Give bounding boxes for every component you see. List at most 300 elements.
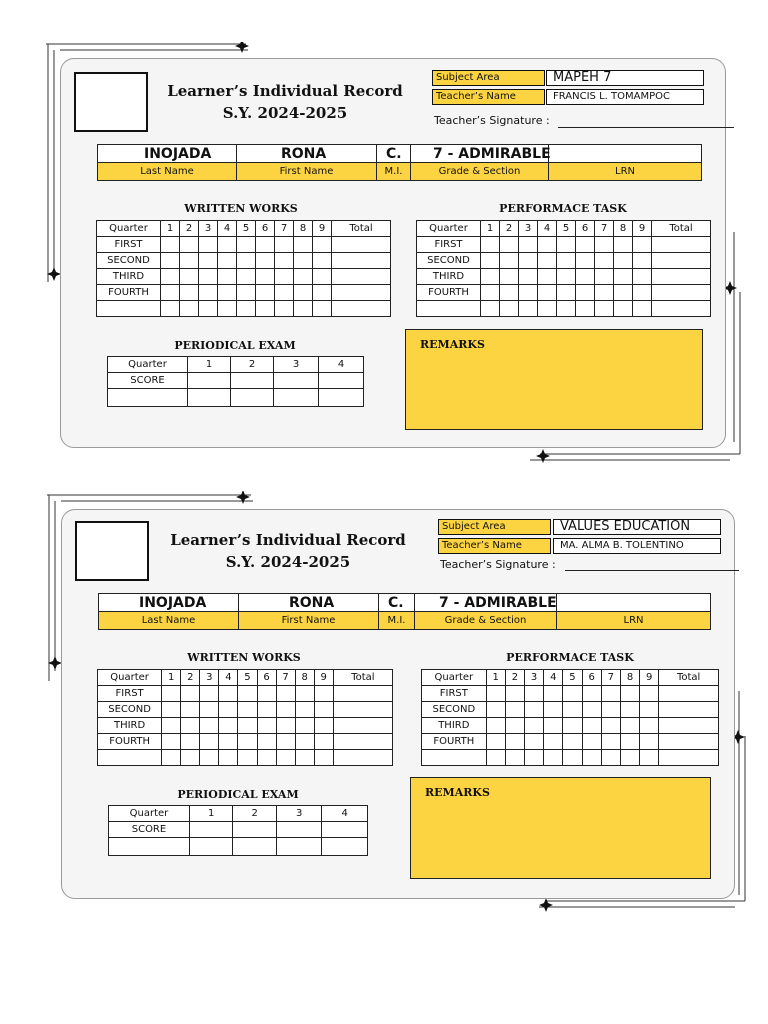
score-cell[interactable] bbox=[275, 237, 294, 253]
score-cell[interactable] bbox=[162, 702, 181, 718]
score-cell[interactable] bbox=[333, 686, 392, 702]
score-cell[interactable] bbox=[161, 237, 180, 253]
total-header: Total bbox=[659, 670, 719, 686]
score-cell[interactable] bbox=[525, 702, 544, 718]
score-cell[interactable] bbox=[313, 285, 332, 301]
first-name-value: RONA bbox=[237, 145, 377, 163]
score-cell[interactable] bbox=[640, 750, 659, 766]
score-cell[interactable] bbox=[238, 702, 257, 718]
score-cell[interactable] bbox=[276, 822, 322, 838]
score-cell[interactable] bbox=[422, 750, 487, 766]
score-cell[interactable] bbox=[313, 253, 332, 269]
score-cell[interactable] bbox=[500, 285, 519, 301]
remarks-label: REMARKS bbox=[425, 786, 490, 799]
score-cell[interactable] bbox=[200, 702, 219, 718]
teacher-name-value: MA. ALMA B. TOLENTINO bbox=[553, 538, 721, 554]
quarter-label: FIRST bbox=[417, 237, 481, 253]
score-label: SCORE bbox=[108, 373, 188, 389]
photo-box bbox=[74, 72, 148, 132]
quarter-label: THIRD bbox=[98, 718, 162, 734]
column-header: 2 bbox=[181, 670, 200, 686]
quarter-label: FIRST bbox=[98, 686, 162, 702]
score-cell[interactable] bbox=[256, 269, 275, 285]
score-cell[interactable] bbox=[180, 253, 199, 269]
score-cell[interactable] bbox=[519, 269, 538, 285]
score-cell[interactable] bbox=[563, 686, 582, 702]
teacher-signature-label: Teacher’s Signature : bbox=[440, 558, 556, 571]
score-cell[interactable] bbox=[563, 734, 582, 750]
score-cell[interactable] bbox=[481, 237, 500, 253]
quarter-header: Quarter bbox=[422, 670, 487, 686]
subject-area-label: Subject Area bbox=[432, 70, 545, 86]
score-cell[interactable] bbox=[652, 237, 711, 253]
score-cell[interactable] bbox=[640, 702, 659, 718]
score-cell[interactable] bbox=[614, 269, 633, 285]
score-cell[interactable] bbox=[276, 750, 295, 766]
score-cell[interactable] bbox=[601, 734, 620, 750]
score-cell[interactable] bbox=[486, 702, 505, 718]
score-cell[interactable] bbox=[314, 750, 333, 766]
score-cell[interactable] bbox=[557, 269, 576, 285]
score-cell[interactable] bbox=[219, 718, 238, 734]
score-cell[interactable] bbox=[601, 702, 620, 718]
score-cell[interactable] bbox=[274, 373, 319, 389]
mi-label: M.I. bbox=[379, 612, 415, 630]
column-header: 5 bbox=[563, 670, 582, 686]
score-cell[interactable] bbox=[200, 718, 219, 734]
score-cell[interactable] bbox=[505, 702, 524, 718]
record-title: Learner’s Individual Record bbox=[170, 531, 406, 549]
score-cell[interactable] bbox=[180, 269, 199, 285]
score-cell[interactable] bbox=[237, 237, 256, 253]
score-cell[interactable] bbox=[525, 686, 544, 702]
score-cell[interactable] bbox=[486, 734, 505, 750]
score-cell[interactable] bbox=[538, 269, 557, 285]
score-cell[interactable] bbox=[659, 718, 719, 734]
score-cell[interactable] bbox=[519, 253, 538, 269]
column-header: 8 bbox=[614, 221, 633, 237]
score-cell[interactable] bbox=[500, 237, 519, 253]
score-cell[interactable] bbox=[238, 718, 257, 734]
mi-value: C. bbox=[377, 145, 411, 163]
score-cell[interactable] bbox=[576, 301, 595, 317]
score-cell[interactable] bbox=[640, 734, 659, 750]
score-cell[interactable] bbox=[659, 686, 719, 702]
score-cell[interactable] bbox=[181, 702, 200, 718]
school-year: S.Y. 2024-2025 bbox=[225, 553, 351, 571]
score-cell[interactable] bbox=[481, 269, 500, 285]
score-cell[interactable] bbox=[219, 686, 238, 702]
score-cell[interactable] bbox=[188, 389, 231, 407]
column-header: 2 bbox=[505, 670, 524, 686]
score-cell[interactable] bbox=[319, 389, 364, 407]
score-cell[interactable] bbox=[276, 686, 295, 702]
score-cell[interactable] bbox=[486, 686, 505, 702]
score-cell[interactable] bbox=[162, 750, 181, 766]
total-header: Total bbox=[333, 670, 392, 686]
table-row bbox=[422, 734, 719, 750]
score-cell[interactable] bbox=[332, 285, 391, 301]
quarter-label: THIRD bbox=[417, 269, 481, 285]
column-header: 4 bbox=[218, 221, 237, 237]
score-cell[interactable] bbox=[525, 734, 544, 750]
score-cell[interactable] bbox=[659, 750, 719, 766]
score-cell[interactable] bbox=[576, 285, 595, 301]
score-cell[interactable] bbox=[557, 285, 576, 301]
column-header: 3 bbox=[525, 670, 544, 686]
score-cell[interactable] bbox=[233, 838, 277, 856]
score-cell[interactable] bbox=[257, 686, 276, 702]
score-cell[interactable] bbox=[595, 301, 614, 317]
score-cell[interactable] bbox=[557, 237, 576, 253]
score-cell[interactable] bbox=[333, 750, 392, 766]
score-cell[interactable] bbox=[219, 702, 238, 718]
score-cell[interactable] bbox=[652, 269, 711, 285]
score-cell[interactable] bbox=[295, 734, 314, 750]
score-cell[interactable] bbox=[544, 750, 563, 766]
score-cell[interactable] bbox=[652, 301, 711, 317]
score-cell[interactable] bbox=[218, 269, 237, 285]
score-cell[interactable] bbox=[633, 237, 652, 253]
score-cell[interactable] bbox=[314, 734, 333, 750]
score-cell[interactable] bbox=[500, 301, 519, 317]
quarter-header: Quarter bbox=[417, 221, 481, 237]
score-cell[interactable] bbox=[256, 301, 275, 317]
column-header: 1 bbox=[486, 670, 505, 686]
score-cell[interactable] bbox=[219, 750, 238, 766]
score-cell[interactable] bbox=[109, 838, 190, 856]
score-cell[interactable] bbox=[582, 734, 601, 750]
score-cell[interactable] bbox=[614, 237, 633, 253]
score-cell[interactable] bbox=[620, 702, 639, 718]
score-cell[interactable] bbox=[525, 718, 544, 734]
score-cell[interactable] bbox=[295, 718, 314, 734]
score-cell[interactable] bbox=[256, 237, 275, 253]
score-cell[interactable] bbox=[180, 301, 199, 317]
score-cell[interactable] bbox=[659, 734, 719, 750]
score-cell[interactable] bbox=[314, 686, 333, 702]
score-cell[interactable] bbox=[582, 750, 601, 766]
column-header: 9 bbox=[314, 670, 333, 686]
table-row bbox=[98, 734, 393, 750]
score-cell[interactable] bbox=[161, 285, 180, 301]
score-cell[interactable] bbox=[525, 750, 544, 766]
teacher-name-label: Teacher’s Name bbox=[432, 89, 545, 105]
table-row bbox=[108, 373, 364, 389]
score-cell[interactable] bbox=[614, 285, 633, 301]
remarks-box bbox=[410, 777, 711, 879]
score-cell[interactable] bbox=[295, 686, 314, 702]
score-cell[interactable] bbox=[200, 686, 219, 702]
score-cell[interactable] bbox=[199, 285, 218, 301]
score-cell[interactable] bbox=[257, 702, 276, 718]
score-cell[interactable] bbox=[417, 301, 481, 317]
score-cell[interactable] bbox=[652, 285, 711, 301]
score-cell[interactable] bbox=[322, 838, 368, 856]
score-cell[interactable] bbox=[633, 285, 652, 301]
score-cell[interactable] bbox=[313, 301, 332, 317]
score-cell[interactable] bbox=[180, 285, 199, 301]
score-cell[interactable] bbox=[275, 301, 294, 317]
score-cell[interactable] bbox=[481, 301, 500, 317]
score-cell[interactable] bbox=[294, 301, 313, 317]
quarter-label: FIRST bbox=[97, 237, 161, 253]
score-cell[interactable] bbox=[218, 301, 237, 317]
score-cell[interactable] bbox=[633, 269, 652, 285]
score-cell[interactable] bbox=[582, 702, 601, 718]
score-cell[interactable] bbox=[620, 750, 639, 766]
score-cell[interactable] bbox=[505, 686, 524, 702]
score-cell[interactable] bbox=[620, 686, 639, 702]
score-cell[interactable] bbox=[313, 237, 332, 253]
table-row bbox=[97, 253, 391, 269]
score-cell[interactable] bbox=[161, 269, 180, 285]
score-cell[interactable] bbox=[601, 718, 620, 734]
score-cell[interactable] bbox=[238, 750, 257, 766]
column-header: 1 bbox=[161, 221, 180, 237]
score-cell[interactable] bbox=[333, 718, 392, 734]
score-cell[interactable] bbox=[275, 285, 294, 301]
score-cell[interactable] bbox=[294, 237, 313, 253]
score-cell[interactable] bbox=[294, 253, 313, 269]
score-cell[interactable] bbox=[188, 373, 231, 389]
score-cell[interactable] bbox=[500, 269, 519, 285]
score-cell[interactable] bbox=[614, 301, 633, 317]
score-cell[interactable] bbox=[256, 285, 275, 301]
score-cell[interactable] bbox=[276, 734, 295, 750]
score-cell[interactable] bbox=[620, 718, 639, 734]
score-cell[interactable] bbox=[98, 750, 162, 766]
score-cell[interactable] bbox=[505, 718, 524, 734]
score-cell[interactable] bbox=[276, 718, 295, 734]
score-cell[interactable] bbox=[332, 269, 391, 285]
score-cell[interactable] bbox=[231, 373, 274, 389]
score-cell[interactable] bbox=[557, 301, 576, 317]
score-cell[interactable] bbox=[189, 838, 233, 856]
score-cell[interactable] bbox=[563, 702, 582, 718]
first-name-label: First Name bbox=[237, 163, 377, 181]
score-cell[interactable] bbox=[181, 734, 200, 750]
score-cell[interactable] bbox=[500, 253, 519, 269]
score-cell[interactable] bbox=[633, 253, 652, 269]
score-cell[interactable] bbox=[538, 285, 557, 301]
table-header-row bbox=[97, 221, 391, 237]
score-cell[interactable] bbox=[544, 718, 563, 734]
score-cell[interactable] bbox=[295, 750, 314, 766]
total-header: Total bbox=[332, 221, 391, 237]
score-cell[interactable] bbox=[319, 373, 364, 389]
score-cell[interactable] bbox=[238, 734, 257, 750]
score-cell[interactable] bbox=[294, 269, 313, 285]
remarks-label: REMARKS bbox=[420, 338, 485, 351]
table-row bbox=[422, 702, 719, 718]
score-cell[interactable] bbox=[162, 718, 181, 734]
table-row bbox=[422, 750, 719, 766]
score-cell[interactable] bbox=[218, 253, 237, 269]
score-cell[interactable] bbox=[519, 301, 538, 317]
table-row bbox=[98, 750, 393, 766]
score-cell[interactable] bbox=[161, 253, 180, 269]
score-cell[interactable] bbox=[544, 702, 563, 718]
score-cell[interactable] bbox=[640, 718, 659, 734]
table-header-row bbox=[108, 357, 364, 373]
score-cell[interactable] bbox=[481, 253, 500, 269]
teacher-signature-label: Teacher’s Signature : bbox=[434, 114, 550, 127]
table-row bbox=[109, 838, 368, 856]
score-cell[interactable] bbox=[199, 301, 218, 317]
column-header: 2 bbox=[180, 221, 199, 237]
periodical-exam-table bbox=[107, 356, 364, 407]
record-card-2 bbox=[5, 491, 768, 931]
score-cell[interactable] bbox=[582, 686, 601, 702]
periodical-exam-table bbox=[108, 805, 368, 856]
score-cell[interactable] bbox=[640, 686, 659, 702]
score-cell[interactable] bbox=[276, 702, 295, 718]
score-cell[interactable] bbox=[219, 734, 238, 750]
score-cell[interactable] bbox=[333, 734, 392, 750]
score-cell[interactable] bbox=[519, 237, 538, 253]
score-cell[interactable] bbox=[199, 253, 218, 269]
score-cell[interactable] bbox=[180, 237, 199, 253]
score-cell[interactable] bbox=[218, 237, 237, 253]
score-cell[interactable] bbox=[257, 750, 276, 766]
score-cell[interactable] bbox=[332, 253, 391, 269]
score-cell[interactable] bbox=[237, 253, 256, 269]
quarter-label: SECOND bbox=[422, 702, 487, 718]
score-cell[interactable] bbox=[314, 718, 333, 734]
score-cell[interactable] bbox=[275, 269, 294, 285]
score-cell[interactable] bbox=[238, 686, 257, 702]
column-header: 8 bbox=[620, 670, 639, 686]
grade-section-label: Grade & Section bbox=[411, 163, 549, 181]
column-header: 4 bbox=[219, 670, 238, 686]
signature-line bbox=[565, 570, 739, 571]
score-cell[interactable] bbox=[332, 237, 391, 253]
score-cell[interactable] bbox=[322, 822, 368, 838]
quarter-label: FOURTH bbox=[97, 285, 161, 301]
score-cell[interactable] bbox=[181, 686, 200, 702]
score-cell[interactable] bbox=[333, 702, 392, 718]
score-cell[interactable] bbox=[563, 718, 582, 734]
remarks-box bbox=[405, 329, 703, 430]
score-cell[interactable] bbox=[538, 253, 557, 269]
score-cell[interactable] bbox=[633, 301, 652, 317]
score-cell[interactable] bbox=[576, 253, 595, 269]
score-cell[interactable] bbox=[659, 702, 719, 718]
score-cell[interactable] bbox=[276, 838, 322, 856]
score-cell[interactable] bbox=[519, 285, 538, 301]
score-cell[interactable] bbox=[97, 301, 161, 317]
score-label: SCORE bbox=[109, 822, 190, 838]
score-cell[interactable] bbox=[200, 734, 219, 750]
grade-section-value: 7 - ADMIRABLE bbox=[415, 594, 557, 612]
record-title: Learner’s Individual Record bbox=[167, 82, 403, 100]
score-cell[interactable] bbox=[505, 734, 524, 750]
score-cell[interactable] bbox=[274, 389, 319, 407]
quarter-header: Quarter bbox=[97, 221, 161, 237]
score-cell[interactable] bbox=[595, 285, 614, 301]
table-row bbox=[98, 702, 393, 718]
score-cell[interactable] bbox=[199, 269, 218, 285]
score-cell[interactable] bbox=[601, 686, 620, 702]
score-cell[interactable] bbox=[233, 822, 277, 838]
score-cell[interactable] bbox=[544, 734, 563, 750]
score-cell[interactable] bbox=[199, 237, 218, 253]
column-header: 9 bbox=[633, 221, 652, 237]
score-cell[interactable] bbox=[313, 269, 332, 285]
score-cell[interactable] bbox=[620, 734, 639, 750]
score-cell[interactable] bbox=[275, 253, 294, 269]
subject-area-value: MAPEH 7 bbox=[546, 70, 704, 86]
score-cell[interactable] bbox=[181, 750, 200, 766]
column-header: 9 bbox=[640, 670, 659, 686]
quarter-label: SECOND bbox=[98, 702, 162, 718]
score-cell[interactable] bbox=[538, 237, 557, 253]
score-cell[interactable] bbox=[486, 750, 505, 766]
score-cell[interactable] bbox=[582, 718, 601, 734]
score-cell[interactable] bbox=[544, 686, 563, 702]
score-cell[interactable] bbox=[257, 734, 276, 750]
score-cell[interactable] bbox=[595, 269, 614, 285]
score-cell[interactable] bbox=[237, 269, 256, 285]
score-cell[interactable] bbox=[162, 686, 181, 702]
score-cell[interactable] bbox=[332, 301, 391, 317]
score-cell[interactable] bbox=[256, 253, 275, 269]
table-row bbox=[98, 686, 393, 702]
column-header: 7 bbox=[275, 221, 294, 237]
score-cell[interactable] bbox=[595, 237, 614, 253]
score-cell[interactable] bbox=[257, 718, 276, 734]
score-cell[interactable] bbox=[162, 734, 181, 750]
column-header: 3 bbox=[199, 221, 218, 237]
score-cell[interactable] bbox=[614, 253, 633, 269]
score-cell[interactable] bbox=[231, 389, 274, 407]
score-cell[interactable] bbox=[538, 301, 557, 317]
column-header: 9 bbox=[313, 221, 332, 237]
table-row bbox=[417, 253, 711, 269]
score-cell[interactable] bbox=[237, 301, 256, 317]
score-cell[interactable] bbox=[595, 253, 614, 269]
score-cell[interactable] bbox=[181, 718, 200, 734]
score-cell[interactable] bbox=[200, 750, 219, 766]
column-header: 6 bbox=[582, 670, 601, 686]
score-cell[interactable] bbox=[294, 285, 313, 301]
score-cell[interactable] bbox=[576, 269, 595, 285]
table-header-row bbox=[422, 670, 719, 686]
score-cell[interactable] bbox=[486, 718, 505, 734]
score-cell[interactable] bbox=[563, 750, 582, 766]
score-cell[interactable] bbox=[652, 253, 711, 269]
score-cell[interactable] bbox=[161, 301, 180, 317]
column-header: 7 bbox=[276, 670, 295, 686]
score-cell[interactable] bbox=[237, 285, 256, 301]
score-cell[interactable] bbox=[218, 285, 237, 301]
score-cell[interactable] bbox=[481, 285, 500, 301]
score-cell[interactable] bbox=[295, 702, 314, 718]
quarter-label: FIRST bbox=[422, 686, 487, 702]
score-cell[interactable] bbox=[314, 702, 333, 718]
score-cell[interactable] bbox=[601, 750, 620, 766]
score-cell[interactable] bbox=[189, 822, 233, 838]
last-name-label: Last Name bbox=[98, 163, 237, 181]
column-header: 8 bbox=[295, 670, 314, 686]
score-cell[interactable] bbox=[108, 389, 188, 407]
score-cell[interactable] bbox=[576, 237, 595, 253]
lrn-value bbox=[549, 145, 702, 163]
column-header: 2 bbox=[500, 221, 519, 237]
score-cell[interactable] bbox=[505, 750, 524, 766]
score-cell[interactable] bbox=[557, 253, 576, 269]
